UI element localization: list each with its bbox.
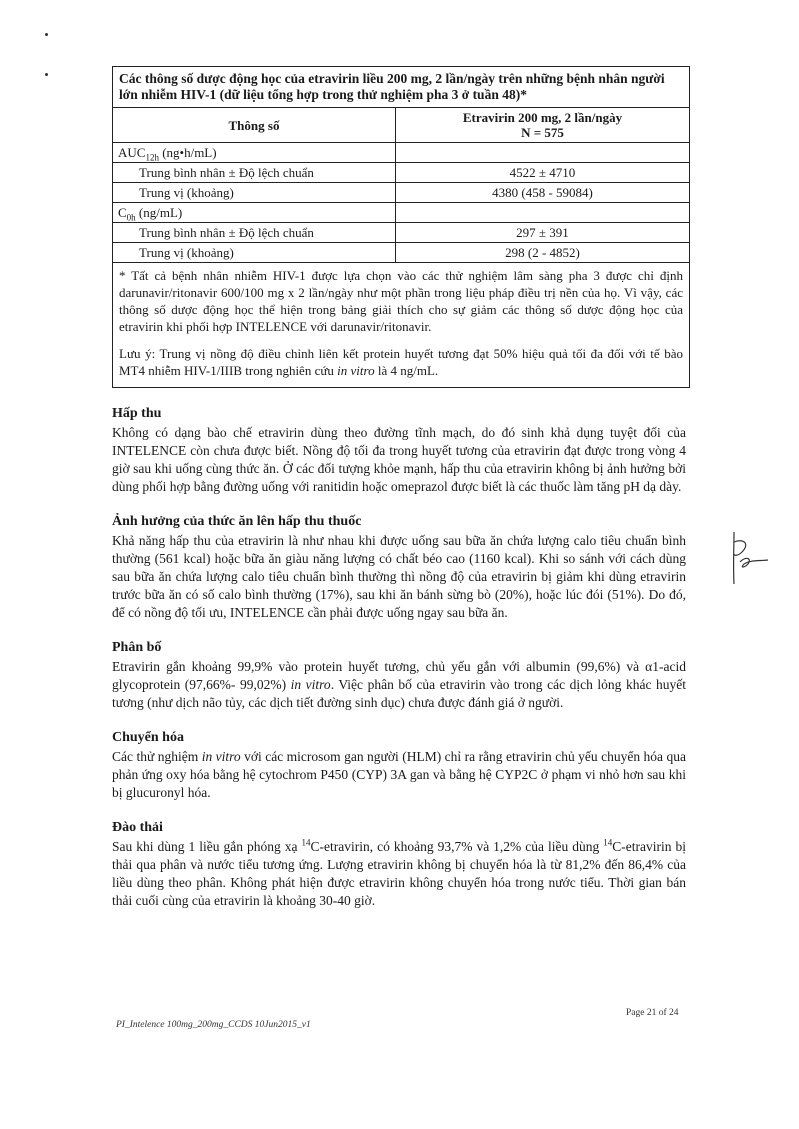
c0h-mean-label: Trung bình nhân ± Độ lệch chuẩn (113, 223, 396, 243)
auc-mean-value: 4522 ± 4710 (396, 163, 690, 183)
food-effect-text: Khả năng hấp thu của etravirin là như nhau khi được uống sau bữa ăn chứa lượng calo tiêu chuẩn bình thường (561 kcal) hoặc bữa ăn giàu năng lượng có chất béo cao (1160 kcal). Khi so sánh với cách dùng sau bữa ăn chứa lượng calo tiêu chuẩn bình thường thì nồng độ của etravirin bị giảm khi dùng etravirin trước bữa ăn có số calo bình thường (17%), sau khi ăn bánh sừng bò (20%), hoặc lúc đói (51%). Do đó, để có nồng độ tối ưu, INTELENCE cần phải được uống ngay sau bữa ăn. (112, 533, 686, 620)
elimination-text: Sau khi dùng 1 liều gắn phóng xạ $^{14}$C-etravirin, có khoảng 93,7% và 1,2% của liều dùng $^{14}$C-etravirin bị thải qua phân và nước tiểu tương ứng. Lượng etravirin không bị chuyển hóa là từ 81,2% đến 86,4% của liều dùng theo phân. Không phát hiện được etravirin không chuyển hóa trong nước tiểu. Thời gian bán thải cuối cùng của etravirin là khoảng 30-40 giờ. (112, 837, 687, 908)
c0h-label: $C_{0h}$ (ng/mL) (113, 203, 396, 223)
table-notes (113, 263, 690, 388)
margin-dot-1 (45, 33, 48, 36)
elimination-heading: Đào thải (112, 820, 163, 835)
c0h-mean-value: 297 ± 391 (396, 223, 690, 243)
auc-median-label: Trung vị (khoảng) (113, 183, 396, 203)
metabolism-heading: Chuyển hóa (112, 730, 184, 745)
table-footnote: * Tất cả bệnh nhân nhiễm HIV-1 được lựa chọn vào các thử nghiệm lâm sàng pha 3 được chỉ định darunavir/ritonavir 600/100 mg x 2 lần/ngày như một phần trong liệu pháp điều trị nền của họ. Vì vậy, các thông số dược động học thể hiện trong bảng giải thích cho sự giảm các thông số dược động học của etravirin khi phối hợp INTELENCE với darunavir/ritonavir. (119, 268, 683, 334)
handwritten-initial-mark (722, 528, 772, 588)
column-header-etravirin-line1: Etravirin 200 mg, 2 lần/ngày (462, 110, 623, 125)
column-header-parameter: Thông số (113, 108, 396, 143)
distribution-heading: Phân bố (112, 640, 162, 655)
page-number: Page 21 of 24 (626, 1008, 679, 1018)
auc-label: $AUC_{12h}$ (ng•h/mL) (113, 143, 396, 163)
column-header-etravirin (396, 108, 690, 143)
metabolism-text: Các thử nghiệm in vitro với các microsom gan người (HLM) chỉ ra rằng etravirin chủ yếu chuyển hóa qua phản ứng oxy hóa bằng hệ cytochrom P450 (CYP) 3A gan và bằng hệ CYP2C ở phạm vi nhỏ hơn sau khi bị glucuronyl hóa. (112, 749, 686, 800)
c0h-median-value: 298 (2 - 4852) (396, 243, 690, 263)
absorption-heading: Hấp thu (112, 406, 162, 421)
absorption-text: Không có dạng bào chế etravirin dùng theo đường tĩnh mạch, do đó sinh khả dụng tuyệt đối của INTELENCE còn chưa được biết. Nồng độ tối đa trong huyết tương của etravirin đạt được trong vòng 4 giờ sau khi uống cùng thức ăn. Ở các đối tượng khỏe mạnh, hấp thu của etravirin không bị ảnh hưởng bởi dùng phối hợp bằng đường uống với ranitidin hoặc omeprazol được biết là các thuốc làm tăng pH dạ dày. (112, 425, 686, 494)
pk-parameters-table (112, 66, 690, 388)
auc-median-value: 4380 (458 - 59084) (396, 183, 690, 203)
column-header-n: N = 575 (521, 125, 564, 140)
table-note: Lưu ý: Trung vị nồng độ điều chỉnh liên kết protein huyết tương đạt 50% hiệu quả tối đa đối với tế bào MT4 nhiễm HIV-1/IIIB trong nghiên cứu in vitro là 4 ng/mL. (119, 346, 683, 378)
food-effect-heading: Ảnh hưởng của thức ăn lên hấp thu thuốc (112, 514, 362, 529)
c0h-median-label: Trung vị (khoảng) (113, 243, 396, 263)
page-content (112, 66, 692, 910)
distribution-text: Etravirin gắn khoảng 99,9% vào protein huyết tương, chủ yếu gắn với albumin (99,6%) và α1-acid glycoprotein (97,66%- 99,02%) in vitro. Việc phân bố của etravirin vào trong các dịch lỏng khác huyết tương (như dịch não tủy, các dịch tiết đường sinh dục) chưa được đánh giá ở người. (112, 659, 686, 710)
document-identifier: PI_Intelence 100mg_200mg_CCDS 10Jun2015_v1 (116, 1020, 311, 1030)
auc-empty-cell (396, 143, 690, 163)
margin-dot-2 (45, 73, 48, 76)
table-caption: Các thông số dược động học của etravirin liều 200 mg, 2 lần/ngày trên những bệnh nhân người lớn nhiễm HIV-1 (dữ liệu tổng hợp trong thử nghiệm pha 3 ở tuần 48)* (113, 67, 690, 108)
c0h-empty-cell (396, 203, 690, 223)
auc-mean-label: Trung bình nhân ± Độ lệch chuẩn (113, 163, 396, 183)
